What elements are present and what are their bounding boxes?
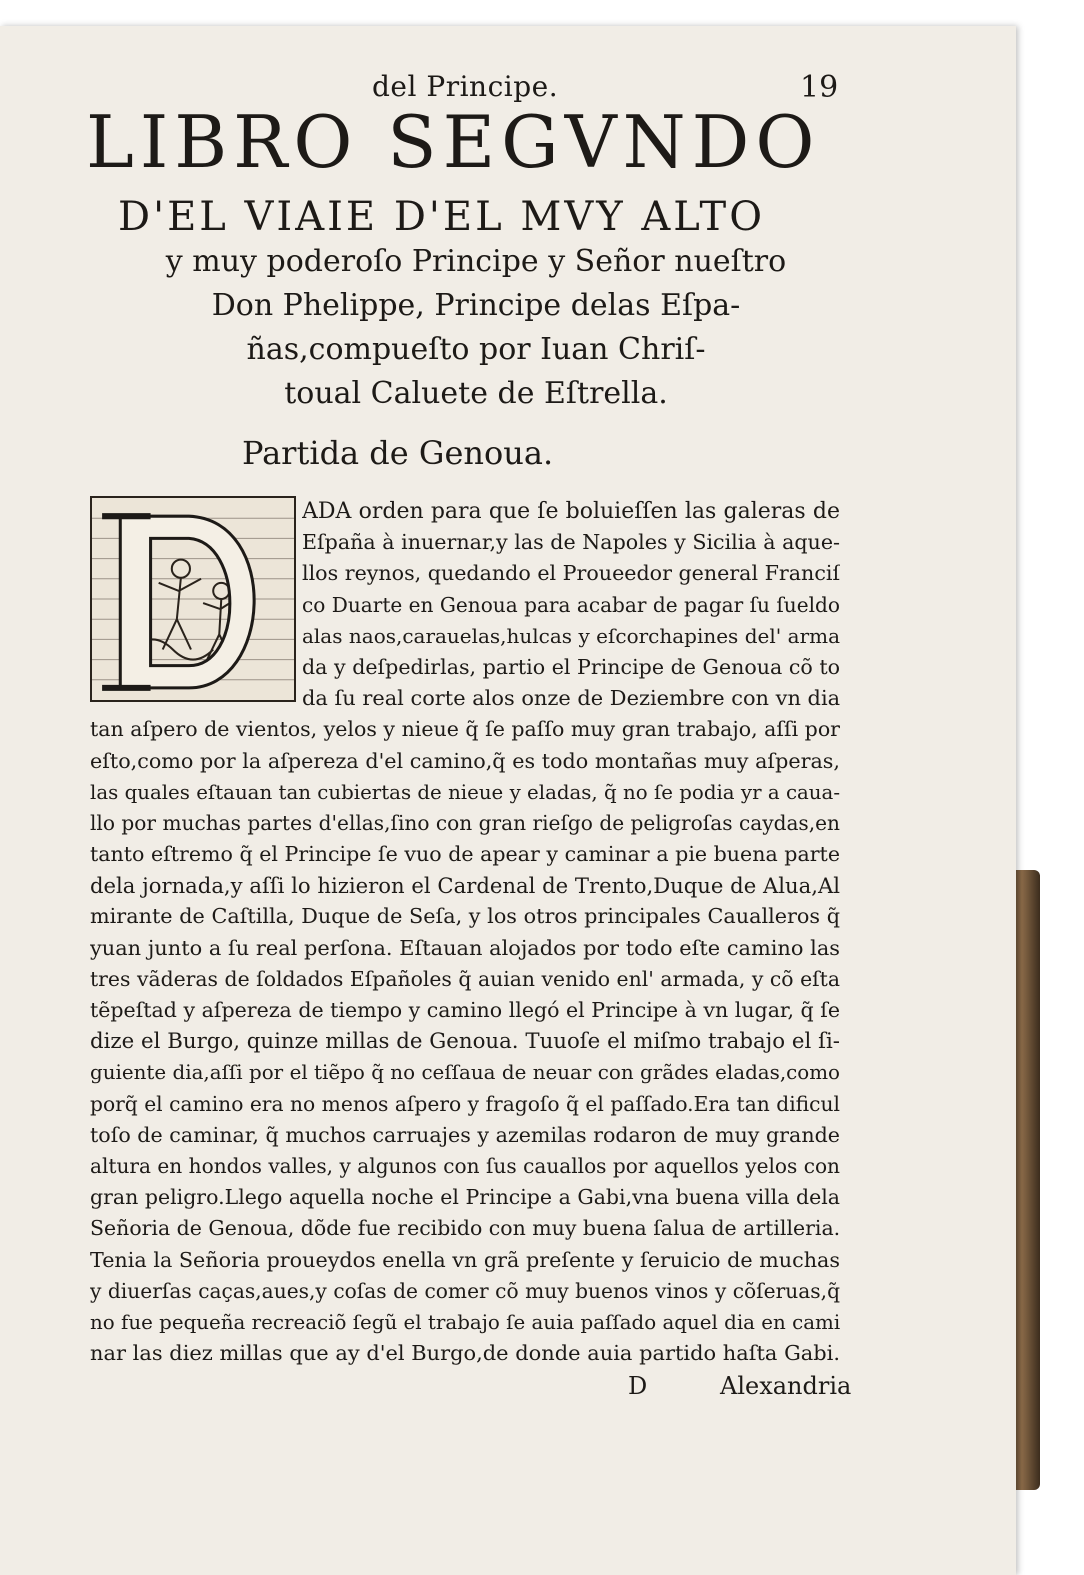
body-line: ADA orden para que ſe boluieſſen las galeras de <box>302 499 840 524</box>
body-line: tan aſpero de vientos, yelos y nieue q̃ ſe paſſo muy gran trabajo, aſſi por <box>90 717 840 742</box>
body-line: alas naos,carauelas,hulcas y eſcorchapines del' arma <box>302 623 840 648</box>
body-line: no fue pequeña recreaciõ ſegũ el trabajo ſe auia paſſado aquel dia en cami <box>90 1310 840 1334</box>
body-line: yuan junto a ſu real perſona. Eſtauan alojados por todo eſte camino las <box>90 935 840 960</box>
body-line: Eſpaña à inuernar,y las de Napoles y Sicilia à aque- <box>302 530 840 555</box>
body-line: da y deſpedirlas, partio el Principe de Genoua cõ to <box>302 654 840 679</box>
title-main: LIBRO SEGVNDO <box>86 100 821 184</box>
body-line: tẽpeſtad y aſpereza de tiempo y camino llegó el Principe à vn lugar, q̃ ſe <box>90 998 840 1022</box>
page-number: 19 <box>800 70 839 105</box>
title-line: Don Phelippe, Principe delas Eſpa- <box>211 288 741 323</box>
body-line: Señoria de Genoua, dõde fue recibido con muy buena ſalua de artilleria. <box>90 1216 840 1241</box>
running-head: del Principe. <box>372 70 559 103</box>
body-line: nar las diez millas que ay d'el Burgo,de donde auia partido haſta Gabi. <box>90 1341 840 1366</box>
body-line: Tenia la Señoria proueydos enella vn grã preſente y ſeruicio de muchas <box>90 1247 840 1272</box>
body-line: guiente dia,aſſi por el tiẽpo q̃ no ceſſaua de neuar con grãdes eladas,como <box>90 1061 840 1085</box>
body-line: tanto eſtremo q̃ el Principe ſe vuo de apear y caminar a pie buena parte <box>90 842 840 867</box>
section-heading: Partida de Genoua. <box>242 434 554 472</box>
title-line: y muy poderoſo Principe y Señor nueſtro <box>165 244 787 279</box>
title-description <box>96 240 856 416</box>
signature-mark: D <box>628 1372 648 1400</box>
body-line: dela jornada,y aſſi lo hizieron el Cardenal de Trento,Duque de Alua,Al <box>90 873 840 899</box>
body-line: altura en hondos valles, y algunos con ſus cauallos por aquellos yelos con <box>90 1153 840 1178</box>
title-line: ñas,compueſto por Iuan Chriſ- <box>246 332 706 367</box>
body-text <box>90 496 840 1369</box>
body-line: tres vãderas de ſoldados Eſpañoles q̃ auian venido enl' armada, y cõ eſta <box>90 966 840 991</box>
body-line: gran peligro.Llego aquella noche el Principe a Gabi,vna buena villa dela <box>90 1185 840 1210</box>
body-line: porq̃ el camino era no menos aſpero y fragoſo q̃ el paſſado.Era tan dificul <box>90 1091 840 1116</box>
body-line: mirante de Caſtilla, Duque de Seſa, y los otros principales Caualleros q̃ <box>90 904 840 929</box>
catchword: Alexandria <box>720 1372 852 1400</box>
title-subtitle: D'EL VIAIE D'EL MVY ALTO <box>118 194 765 240</box>
body-line: y diuerſas caças,aues,y coſas de comer cõ muy buenos vinos y cõſeruas,q̃ <box>90 1278 840 1303</box>
body-line: las quales eſtauan tan cubiertas de nieue y eladas, q̃ no ſe podia yr a caua- <box>90 780 840 804</box>
book-page <box>0 26 1016 1575</box>
body-line: toſo de caminar, q̃ muchos carruajes y azemilas rodaron de muy grande <box>90 1122 840 1147</box>
body-line: llos reynos, quedando el Proueedor general Franciſ <box>302 561 840 586</box>
title-line: toual Caluete de Eſtrella. <box>284 376 668 411</box>
body-line: dize el Burgo, quinze millas de Genoua. Tuuoſe el miſmo trabajo el ſi- <box>90 1029 840 1055</box>
body-line: co Duarte en Genoua para acabar de pagar ſu ſueldo <box>302 592 840 617</box>
body-line: da ſu real corte alos onze de Deziembre con vn dia <box>302 686 840 711</box>
body-line: eſto,como por la aſpereza d'el camino,q̃ es todo montañas muy aſperas, <box>90 748 840 773</box>
body-line: llo por muchas partes d'ellas,ſino con gran rieſgo de peligroſas caydas,en <box>90 810 840 835</box>
